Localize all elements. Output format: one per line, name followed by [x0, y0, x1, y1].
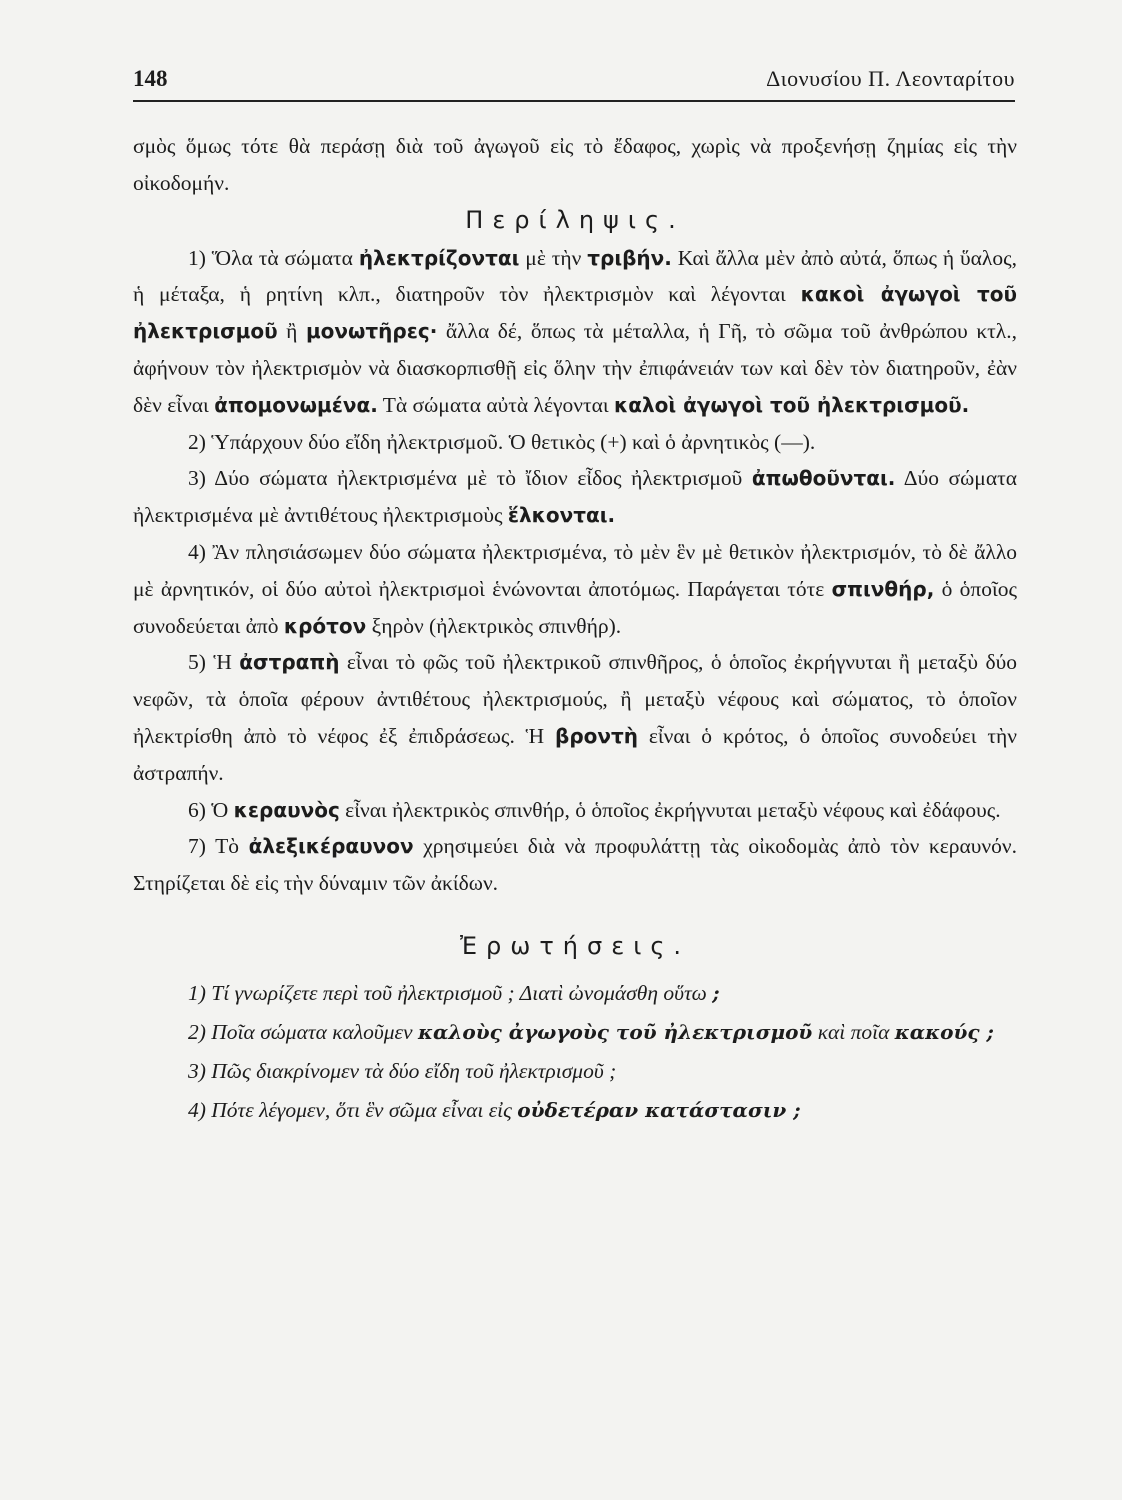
term-insulators: μονωτῆρες· — [305, 319, 438, 344]
question-4: 4) Πότε λέγομεν, ὅτι ἓν σῶμα εἶναι εἰς οὐδετέραν κατάστασιν ; — [188, 1097, 801, 1122]
term-lightning: ἀστραπὴ — [239, 650, 340, 675]
question-1: 1) Τί γνωρίζετε περὶ τοῦ ἠλεκτρισμοῦ ; Διατὶ ὠνομάσθη οὕτω ; — [188, 980, 720, 1005]
intro-text: σμὸς ὅμως τότε θὰ περάσῃ διὰ τοῦ ἀγωγοῦ εἰς τὸ ἔδαφος, χωρὶς νὰ προξενήσῃ ζημίας εἰς τὴν οἰκοδομήν. — [133, 134, 1017, 195]
summary-heading: Περίληψις. — [465, 205, 685, 234]
term-isolated: ἀπομονωμένα. — [214, 392, 378, 417]
term-good-conductors: καλοὶ ἀγωγοὶ τοῦ ἠλεκτρισμοῦ. — [614, 392, 970, 417]
question-2: 2) Ποῖα σώματα καλοῦμεν καλοὺς ἀγωγοὺς τοῦ ἠλεκτρισμοῦ καὶ ποῖα κακούς ; — [188, 1019, 994, 1044]
summary-item-4: 4) Ἂν πλησιάσωμεν δύο σώματα ἠλεκτρισμένα, τὸ μὲν ἓν μὲ θετικὸν ἠλεκτρισμόν, τὸ δὲ ἄλλο μὲ ἀρνητικόν, οἱ δύο αὐτοὶ ἠλεκτρισμοὶ ἑνώνονται ἀποτόμως. Παράγεται τότε σπινθήρ, ὁ ὁποῖος συνοδεύεται ἀπὸ κρότον ξηρὸν (ἠλεκτρικὸς σπινθήρ). — [133, 539, 1017, 638]
summary-item-6: 6) Ὁ κεραυνὸς εἶναι ἠλεκτρικὸς σπινθήρ, ὁ ὁποῖος ἐκρήγνυται μεταξὺ νέφους καὶ ἐδάφους. — [188, 797, 1001, 822]
term-thunder: βροντὴ — [555, 723, 639, 748]
term-repel: ἀπωθοῦνται. — [751, 466, 896, 491]
term-spark: σπινθήρ, — [831, 576, 935, 601]
page-header — [133, 62, 1015, 102]
intro-paragraph — [133, 128, 1017, 202]
question-3: 3) Πῶς διακρίνομεν τὰ δύο εἴδη τοῦ ἠλεκτρισμοῦ ; — [188, 1058, 617, 1083]
term-crack: κρότον — [283, 613, 367, 638]
summary-item-3: 3) Δύο σώματα ἠλεκτρισμένα μὲ τὸ ἴδιον εἶδος ἠλεκτρισμοῦ ἀπωθοῦνται. Δύο σώματα ἠλεκτρισμένα μὲ ἀντιθέτους ἠλεκτρισμοὺς ἕλκονται. — [133, 466, 1017, 528]
term-lightning-rod: ἀλεξικέραυνον — [248, 834, 414, 859]
header-rule — [133, 100, 1015, 102]
term-electrified: ἠλεκτρίζονται — [358, 245, 520, 270]
term-neutral-state: οὐδετέραν κατάστασιν ; — [517, 1097, 801, 1122]
term-bad-q: κακούς ; — [894, 1019, 994, 1044]
summary-item-1: 1) Ὅλα τὰ σώματα ἠλεκτρίζονται μὲ τὴν τριβήν. Καὶ ἄλλα μὲν ἀπὸ αὐτά, ὅπως ἡ ὕαλος, ἡ μέταξα, ἡ ρητίνη κλπ., διατηροῦν τὸν ἠλεκτρισμὸν καὶ λέγονται κακοὶ ἀγωγοὶ τοῦ ἠλεκτρισμοῦ ἢ μονωτῆρες· ἄλλα δέ, ὅπως τὰ μέταλλα, ἡ Γῆ, τὸ σῶμα τοῦ ἀνθρώπου κτλ., ἀφήνουν τὸν ἠλεκτρισμὸν νὰ διασκορπισθῇ εἰς ὅλην τὴν ἐπιφάνειάν των καὶ δὲν τὸν διατηροῦν, ἐὰν δὲν εἶναι ἀπομονωμένα. Τὰ σώματα αὐτὰ λέγονται καλοὶ ἀγωγοὶ τοῦ ἠλεκτρισμοῦ. — [133, 245, 1017, 417]
summary-item-2: 2) Ὑπάρχουν δύο εἴδη ἠλεκτρισμοῦ. Ὁ θετικὸς (+) καὶ ὁ ἀρνητικὸς (—). — [188, 429, 816, 454]
running-title: Διονυσίου Π. Λεονταρίτου — [766, 66, 1015, 91]
term-friction: τριβήν. — [587, 245, 672, 270]
summary-item-7: 7) Τὸ ἀλεξικέραυνον χρησιμεύει διὰ νὰ προφυλάττῃ τὰς οἰκοδομὰς ἀπὸ τὸν κεραυνόν. Στηρίζεται δὲ εἰς τὴν δύναμιν τῶν ἀκίδων. — [133, 834, 1018, 896]
term-bad-conductors: κακοὶ ἀγωγοὶ τοῦ ἠλεκτρισμοῦ — [133, 282, 1017, 344]
term-good-conductors-q: καλοὺς ἀγωγοὺς τοῦ ἠλεκτρισμοῦ — [417, 1019, 813, 1044]
page-body — [133, 128, 1017, 1130]
term-thunderbolt: κεραυνὸς — [233, 797, 340, 822]
summary-item-5: 5) Ἡ ἀστραπὴ εἶναι τὸ φῶς τοῦ ἠλεκτρικοῦ σπινθῆρος, ὁ ὁποῖος ἐκρήγνυται ἢ μεταξὺ δύο νεφῶν, τὰ ὁποῖα φέρουν ἀντιθέτους ἠλεκτρισμούς, ἢ μεταξὺ νέφους καὶ σώματος, τὸ ὁποῖον ἠλεκτρίσθη ἀπὸ τὸ νέφος ἐξ ἐπιδράσεως. Ἡ βροντὴ εἶναι ὁ κρότος, ὁ ὁποῖος συνοδεύει τὴν ἀστραπήν. — [133, 650, 1017, 785]
term-attract: ἕλκονται. — [507, 503, 616, 528]
page-number: 148 — [133, 66, 168, 91]
questions-heading: Ἐρωτήσεις. — [459, 931, 691, 960]
